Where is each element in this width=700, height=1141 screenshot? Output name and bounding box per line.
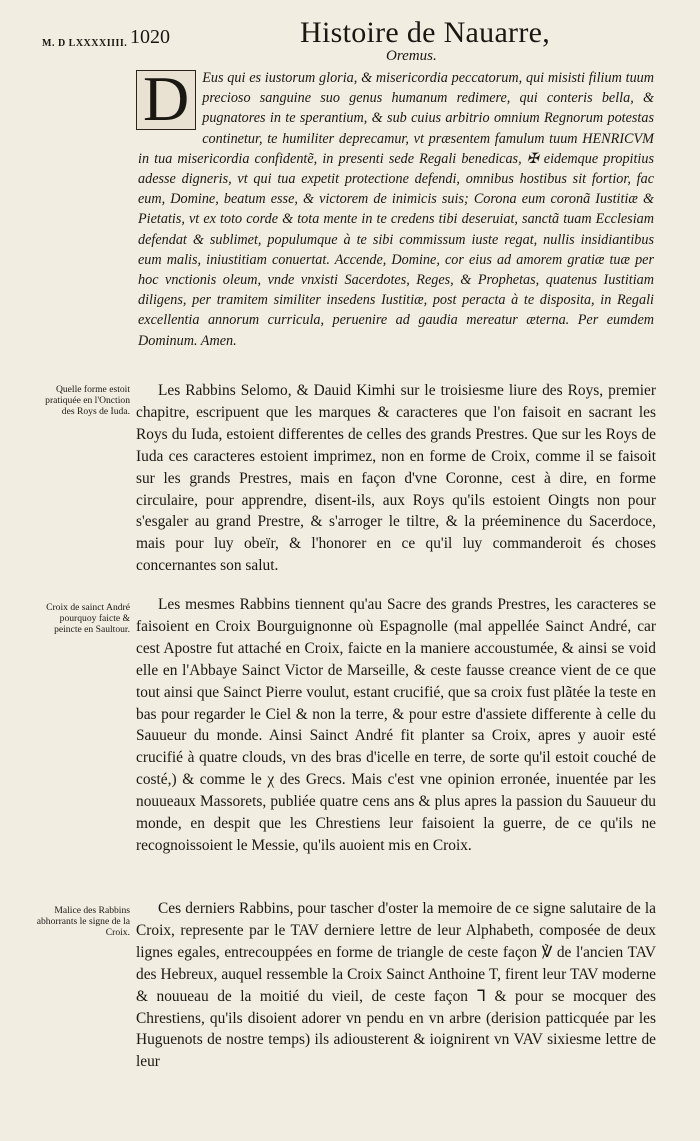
running-title: Histoire de Nauarre, (300, 16, 551, 49)
paragraph-2 (136, 594, 656, 857)
paragraph-3 (136, 898, 656, 1073)
margin-note-2: Croix de sainct André pourquoy faicte & peincte en Saultour. (46, 602, 130, 635)
year-marker: M. D LXXXXIIII. (42, 38, 128, 49)
margin-note-1: Quelle forme estoit pratiquée en l'Onction des Roys de Iuda. (45, 384, 130, 417)
paragraph-2-text: Les mesmes Rabbins tiennent qu'au Sacre des grands Prestres, les caracteres se faisoient en Croix Bourguignonne où Espagnolle (mal appellée Sainct André, car cest Apostre fut attaché en Croix, faicte en la maniere accoustumée, & ainsi se void elle en l'Abbaye Sainct Victor de Marseille, & ceste fausse creance vient de ce que tout ainsi que Sainct Pierre voulut, estant crucifié, que sa croix fust plãtée la teste en bas pour regarder le Ciel & non la terre, & pour estre d'assiete differente à celle du Sauueur du monde. Ainsi Sainct André fit planter sa Croix, apres y auoir esté crucifié à quatre clouds, vn des bras d'icelle en terre, de sorte qu'il estoit couché de costé,) & comme le χ des Grecs. Mais c'est vne opinion erronée, inuentée par les nouueaux Massorets, publiée quatre cens ans & plus apres la passion du Sauueur du monde, en despit que les Chrestiens leur faisoient la guerre, de ce qu'ils ne recognoissoient le Messie, qu'ils auoient mis en Croix. (136, 596, 656, 854)
margin-note-3: Malice des Rabbins abhorrants le signe de la Croix. (36, 905, 130, 938)
page-header (0, 14, 700, 54)
prayer-block (138, 63, 654, 351)
prayer-heading: Oremus. (386, 48, 437, 64)
drop-cap-initial: D (136, 70, 196, 130)
paragraph-1-text: Les Rabbins Selomo, & Dauid Kimhi sur le troisiesme liure des Roys, premier chapitre, escripuent que les marques & caracteres que l'on faisoit en sacrant les Roys du Iuda, estoient differentes de celles des grands Prestres. Que sur les Roys de Iuda ces caracteres estoient imprimez, non en forme de Croix, comme il se faisoit sur les grands Prestres, mais en façon d'vne Coronne, cest à dire, en forme circulaire, pour apprendre, disent-ils, aux Roys qu'ils estoient Oingts non pour s'esgaler au grand Prestre, & s'arroger le tiltre, & la préeminence du Sacerdoce, mais pour luy obeïr, & l'honorer en ce qu'il luy commanderoit és choses concernantes son salut. (136, 382, 656, 575)
paragraph-1 (136, 380, 656, 577)
prayer-text: Eus qui es iustorum gloria, & misericordia peccatorum, qui misisti filium tuum precioso sanguine suo genus humanum redimere, qui conteris bella, & pugnatores in te sperantium, & sub cuius arbitrio omnium Regnorum potestas continetur, te humiliter deprecamur, vt præsentem famulum tuum HENRICVM in tua misericordia confidentẽ, in presenti sede Regali benedicas, ✠ eidemque propitius adesse digneris, vt qui tua expetit protectione defendi, omnibus hostibus sit fortior, fac eum, Domine, beatum esse, & victorem de inimicis suis; Corona eum coronã Iustitiæ & Pietatis, vt ex toto corde & tota mente in te credens tibi deseruiat, sanctã tuam Ecclesiam defendat & sublimet, populumque à te sibi commissum iuste regat, nullis insidiantibus eum malis, iniustitiam conuertat. Accende, Domine, cor eius ad amorem gratiæ tuæ per hoc vnctionis oleum, vnde vnxisti Sacerdotes, Reges, & Prophetas, quatenus Iustitiam diligens, per tramitem similiter insedens Iustitiæ, post peracta à te disposita, in Regali excellentia annorum curricula, peruenire ad gaudia mereatur æterna. Per eumdem Dominum. Amen. (138, 70, 654, 349)
page-number: 1020 (130, 26, 170, 48)
paragraph-3-text: Ces derniers Rabbins, pour tascher d'oster la memoire de ce signe salutaire de la Croix, represente par le TAV derniere lettre de leur Alphabeth, composée de deux lignes egales, entrecouppées en forme de triangle de ceste façon ℣ de l'ancien TAV des Hebreux, auquel ressemble la Croix Sainct Anthoine T, firent leur TAV moderne & nouueau de la moitié du vieil, de ceste façon ᒣ & pour se mocquer des Chrestiens, qu'ils disoient adorer vn pendu en vn arbre (derision patticquée par les Huguenots de nostre temps) ils adiousterent & ioignirent vn VAV sixiesme lettre de leur (136, 900, 656, 1071)
